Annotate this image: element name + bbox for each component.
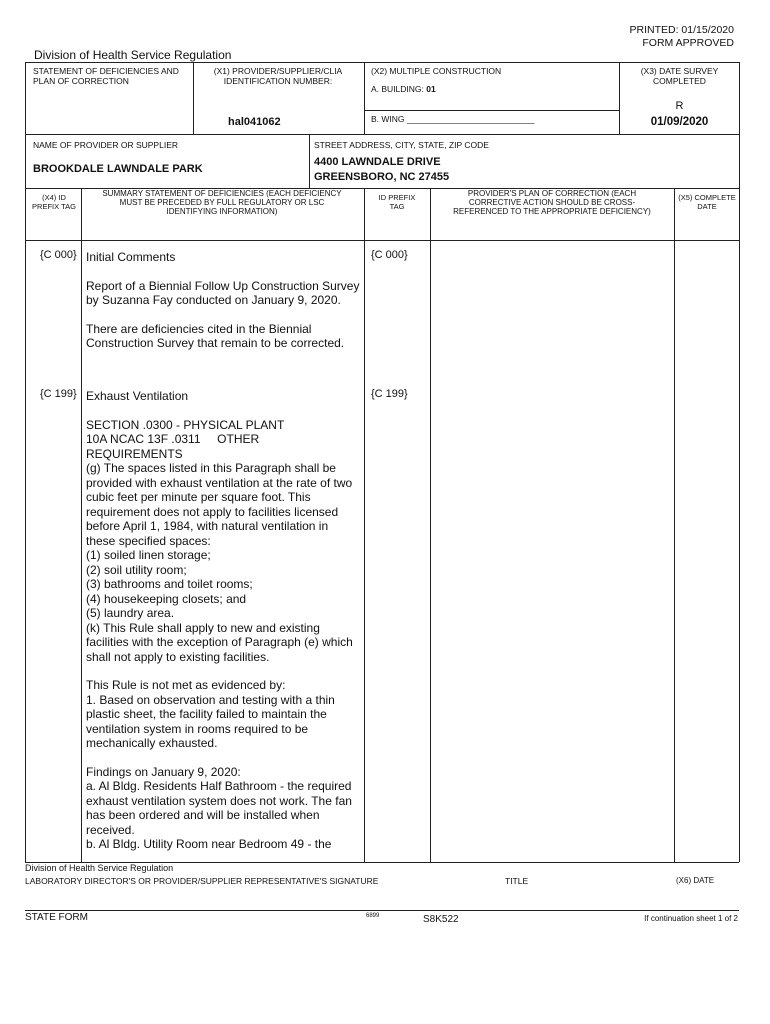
form-code: 6899 <box>366 913 380 919</box>
x3-date: 01/09/2020 <box>650 116 709 128</box>
x1-label: (X1) PROVIDER/SUPPLIER/CLIA IDENTIFICATION NUMBER: <box>213 66 343 86</box>
provider-name-label: NAME OF PROVIDER OR SUPPLIER <box>33 140 178 150</box>
list-item: (3) bathrooms and toilet rooms; <box>86 577 253 591</box>
building-label: A. BUILDING: <box>371 84 424 94</box>
paragraph-g: (g) The spaces listed in this Paragraph shall be provided with exhaust ventilation at the rate of two cubic feet per minute per square foot. This requirement does not apply to facilities licensed before April 1, 1984, with natural ventilation in these specified spaces: <box>86 461 353 548</box>
col-x5-header: (X5) COMPLETE DATE <box>678 193 736 211</box>
rule-line: 10A NCAC 13F .0311 OTHER <box>86 432 260 446</box>
finding-b: b. Al Bldg. Utility Room near Bedroom 49 - the <box>86 837 332 851</box>
rule-not-met: This Rule is not met as evidenced by: <box>86 678 286 692</box>
title-label: TITLE <box>505 876 529 886</box>
footer-agency: Division of Health Service Regulation <box>25 863 174 873</box>
date-label: (X6) DATE <box>676 876 715 885</box>
printed-date: PRINTED: 01/15/2020 <box>629 24 734 36</box>
provider-name: BROOKDALE LAWNDALE PARK <box>33 163 203 175</box>
form-approved: FORM APPROVED <box>642 37 734 49</box>
list-item: (4) housekeeping closets; and <box>86 591 247 606</box>
list-item: (2) soil utility room; <box>86 562 187 577</box>
signature-label: LABORATORY DIRECTOR'S OR PROVIDER/SUPPLIER REPRESENTATIVE'S SIGNATURE <box>25 876 379 886</box>
entry-title-1: Initial Comments <box>86 250 176 264</box>
address-line1: 4400 LAWNDALE DRIVE <box>314 156 441 168</box>
x3-label: (X3) DATE SURVEY COMPLETED <box>640 66 719 86</box>
finding-observation: 1. Based on observation and testing with a thin plastic sheet, the facility failed to maintain the ventilation system in rooms required to be mechanically exhausted. <box>86 692 335 750</box>
x2-label: (X2) MULTIPLE CONSTRUCTION <box>371 66 502 76</box>
list-item: (5) laundry area. <box>86 606 175 620</box>
state-form-label: STATE FORM <box>25 912 88 923</box>
prefix-tag-1: {C 000} <box>40 249 77 261</box>
entry-title-2: Exhaust Ventilation <box>86 389 189 403</box>
event-id: S8K522 <box>423 914 459 925</box>
requirements-line: REQUIREMENTS <box>86 446 183 461</box>
building-value: 01 <box>426 84 436 94</box>
prefix-tag-2: {C 199} <box>40 388 77 400</box>
agency-name: Division of Health Service Regulation <box>34 48 232 62</box>
address-label: STREET ADDRESS, CITY, STATE, ZIP CODE <box>314 140 489 150</box>
paragraph-k: (k) This Rule shall apply to new and existing facilities with the exception of Paragraph (e) which shall not apply to existing facilities. <box>86 620 353 664</box>
section-line: SECTION .0300 - PHYSICAL PLANT <box>86 417 285 432</box>
paragraph-report: Report of a Biennial Follow Up Construction Survey by Suzanna Fay conducted on January 9, 2020. <box>86 278 360 307</box>
id-tag-1: {C 000} <box>371 249 408 261</box>
wing-label: B. WING ___________________________ <box>371 114 535 124</box>
continuation-label: If continuation sheet 1 of 2 <box>644 914 738 923</box>
findings-date: Findings on January 9, 2020: <box>86 764 241 779</box>
col-plan-header: PROVIDER'S PLAN OF CORRECTION (EACH CORRECTIVE ACTION SHOULD BE CROSS-REFERENCED TO THE APPROPRIATE DEFICIENCY) <box>453 189 651 216</box>
address-line2: GREENSBORO, NC 27455 <box>314 171 450 183</box>
col-x4-header: (X4) ID PREFIX TAG <box>32 193 76 211</box>
col-summary-header: SUMMARY STATEMENT OF DEFICIENCIES (EACH DEFICIENCY MUST BE PRECEDED BY FULL REGULATORY OR LSC IDENTIFYING INFORMATION) <box>102 189 342 216</box>
finding-a: a. Al Bldg. Residents Half Bathroom - the required exhaust ventilation system does not work. The fan has been ordered and will be installed when received. <box>86 779 352 837</box>
x1-value: hal041062 <box>228 116 281 128</box>
col-id-header: ID PREFIX TAG <box>378 193 416 211</box>
summary-column <box>86 250 360 365</box>
statement-label: STATEMENT OF DEFICIENCIES AND PLAN OF CORRECTION <box>33 66 179 86</box>
id-tag-2: {C 199} <box>371 388 408 400</box>
summary-column-2 <box>86 389 360 852</box>
paragraph-deficiencies: There are deficiencies cited in the Biennial Construction Survey that remain to be corrected. <box>86 321 345 350</box>
x3-code: R <box>675 100 684 112</box>
list-item: (1) soiled linen storage; <box>86 548 211 562</box>
